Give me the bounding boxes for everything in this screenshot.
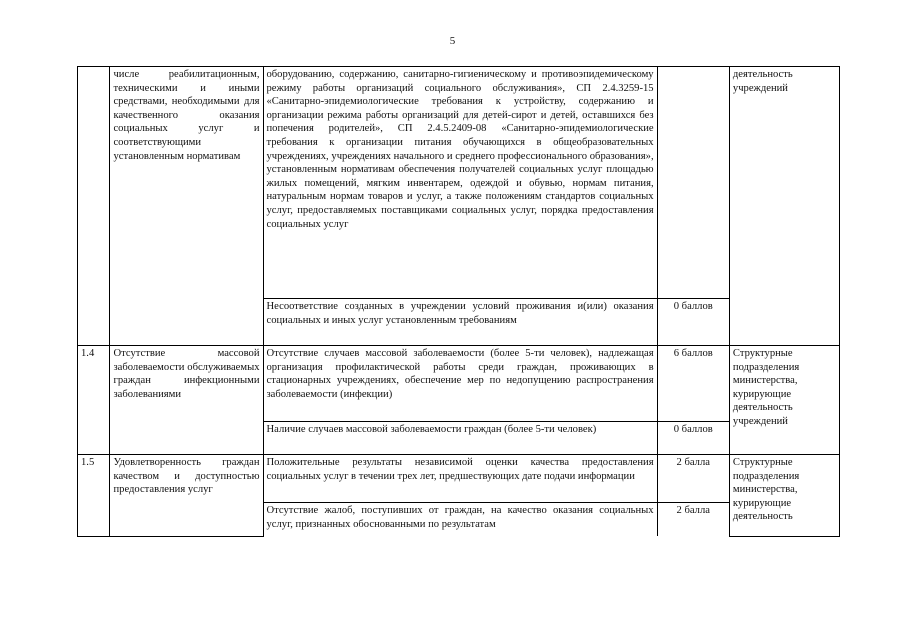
criterion-score: 0 баллов: [657, 422, 729, 455]
criterion-score: 2 балла: [657, 455, 729, 503]
criterion-score: 2 балла: [657, 503, 729, 537]
responsible-unit: Структурные подразделения министерства, курирующие деятельность: [729, 455, 839, 537]
responsible-unit: Структурные подразделения министерства, курирующие деятельность учреждений: [729, 346, 839, 455]
criterion-description: оборудованию, содержанию, санитарно-гигиеническому и противоэпидемическому режиму работы организаций социального обслуживания», СП 2.4.3259-15 «Санитарно-эпидемиологические требования к устройству, содержанию и организации режима работы организаций для детей-сирот и детей, оставшихся без попечения родителей», СП 2.4.5.2409-08 «Санитарно-эпидемиологические требования к организации питания обучающихся в общеобразовательных учреждениях, учреждениях начального и среднего профессионального образования», установленным нормативам обеспечения получателей социальных услуг площадью жилых помещений, мягким инвентарем, одеждой и обувью, нормам питания, натуральным нормам товаров и услуг, а также положениям стандартов социальных услуг, предоставляемых поставщиками социальных услуг, порядка предоставления социальных услуг: [263, 67, 657, 299]
responsible-unit: деятельность учреждений: [729, 67, 839, 346]
page-number: 5: [449, 35, 456, 47]
criterion-description: Несоответствие созданных в учреждении условий проживания и(или) оказания социальных и иных услуг установленным требованиям: [263, 299, 657, 346]
table-row: [78, 455, 840, 503]
criterion-description: Отсутствие жалоб, поступивших от граждан, на качество оказания социальных услуг, признанных обоснованными по результатам: [263, 503, 657, 537]
criterion-description: Отсутствие случаев массовой заболеваемости (более 5-ти человек), надлежащая организация профилактической работы среди граждан, проживающих в стационарных учреждениях, обеспечение мер по недопущению распространения заболеваемости (инфекции): [263, 346, 657, 422]
criterion-description: Наличие случаев массовой заболеваемости граждан (более 5-ти человек): [263, 422, 657, 455]
row-number-cell: [78, 67, 110, 346]
row-number-cell: 1.5: [78, 455, 110, 537]
row-number-cell: 1.4: [78, 346, 110, 455]
criteria-table: [77, 66, 840, 537]
criterion-description: Положительные результаты независимой оценки качества предоставления социальных услуг в течении трех лет, предшествующих дате подачи информации: [263, 455, 657, 503]
table-row: [78, 346, 840, 422]
criterion-score: [657, 67, 729, 299]
table-row: [78, 67, 840, 299]
criterion-name: Отсутствие массовой заболеваемости обслуживаемых граждан инфекционными заболеваниями: [110, 346, 263, 455]
criterion-name: Удовлетворенность граждан качеством и доступностью предоставления услуг: [110, 455, 263, 537]
criterion-name: числе реабилитационным, техническими и иными средствами, необходимыми для качественного оказания социальных услуг и соответствующими установленным нормативам: [110, 67, 263, 346]
criterion-score: 6 баллов: [657, 346, 729, 422]
criterion-score: 0 баллов: [657, 299, 729, 346]
